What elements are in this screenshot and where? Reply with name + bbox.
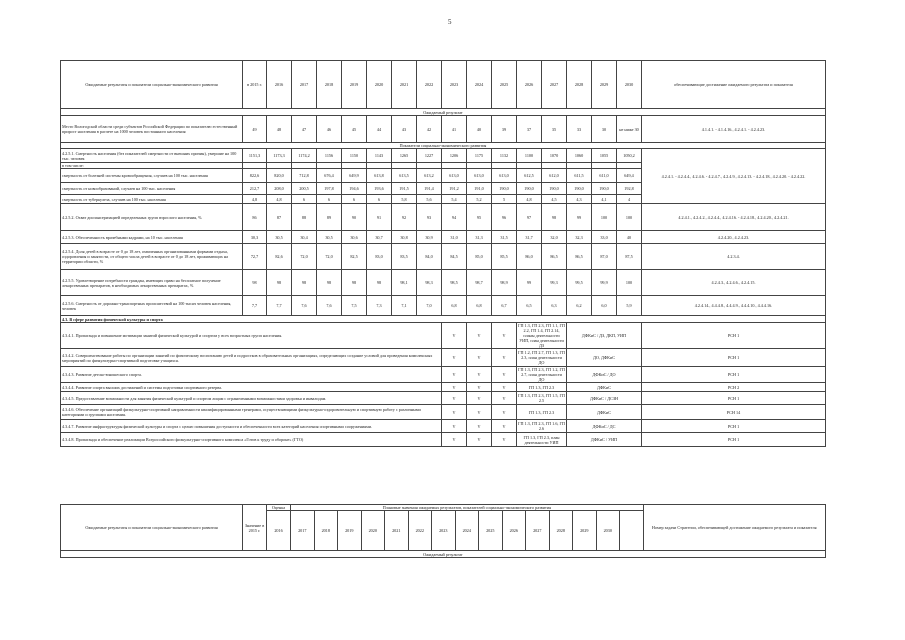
indicator-value: 99 [517,270,542,296]
strategy-table [60,60,826,447]
sport-row [61,383,826,392]
sport-mark: V [442,433,467,447]
indicator-value: 99,3 [542,270,567,296]
indicator-value: 86 [243,204,267,231]
sport-mark: V [492,383,517,392]
section-sport: 4.3. В сфере развития физической культуры и спорта [61,316,826,323]
indicator-value: 6,7 [492,296,517,316]
indicator-label: в том числе: [61,163,243,169]
indicator-label: 4.2.5.5. Удовлетворение потребности граждан, имеющих право на бесплатное получение лекарственных препаратов, в необходимых лекарственных препаратах, % [61,270,243,296]
indicator-value: 190,0 [517,183,542,195]
row-value: 44 [367,116,392,143]
indicator-row [61,204,826,231]
indicator-value: 82,6 [267,244,292,270]
indicator-value: 5,8 [392,195,417,204]
header2-year: 2030 [596,511,620,551]
indicator-value: 190,0 [542,183,567,195]
sport-program: ГП 1.3, ГП 2.3, план деятельности УИП [517,433,567,447]
header-row [61,61,826,109]
row-value: 33 [567,116,592,143]
indicator-value: 1156 [317,149,342,163]
indicator-value: 89 [317,204,342,231]
sport-goal: РСН 1 [642,420,826,433]
indicator-value: 612,0 [542,169,567,183]
indicator-value: 86,0 [517,244,542,270]
indicator-value: 30,5 [317,231,342,244]
indicator-value: 98 [317,270,342,296]
sport-mark: V [442,383,467,392]
header-expected-results: Ожидаемые результаты и показатели социально-экономического развития [61,61,243,109]
indicator-value: 191,0 [467,183,492,195]
section-row [61,316,826,323]
header-year: 2023 [442,61,467,109]
indicator-value: 72,0 [292,244,317,270]
indicator-value: 94 [442,204,467,231]
sport-label: 4.3.4.5. Предоставление возможности для занятия физической культурой и спортом лицам с ограниченными возможностями здоровья и инвалидам. [61,392,442,405]
indicator-value: 197,8 [317,183,342,195]
row-value: 39 [492,116,517,143]
header2-year: 2021 [385,511,409,551]
indicator-value: 1151,3 [243,149,267,163]
indicator-value: 30,9 [417,231,442,244]
indicator-value: 820,0 [267,169,292,183]
sport-mark: V [467,323,492,349]
indicator-value: 7,7 [267,296,292,316]
indicator-value: 7,6 [292,296,317,316]
indicator-value: 649,9 [342,169,367,183]
header2-year: 2017 [291,511,315,551]
indicator-value: 676,4 [317,169,342,183]
indicator-value: 83,5 [392,244,417,270]
sport-responsible: ДФКиС / ДСЗН [567,392,642,405]
indicator-value: 30,7 [367,231,392,244]
section-row [61,551,826,558]
indicator-value: 30,5 [267,231,292,244]
indicator-value: 190,0 [492,183,517,195]
indicator-value: 72,7 [243,244,267,270]
indicator-value: 1150 [342,149,367,163]
sport-mark: V [492,433,517,447]
indicator-row [61,244,826,270]
sport-program: ГП 1.3, ГП 2.3 [517,405,567,420]
indicator-value: 4,1 [592,195,617,204]
indicator-value: 84,5 [442,244,467,270]
sport-goal: РСН 1 [642,367,826,383]
header2-year: 2029 [573,511,597,551]
sport-row [61,392,826,405]
header2-value-label: Значение в 2015 г. [243,505,267,551]
row-value: 35 [542,116,567,143]
indicator-value: 100 [592,204,617,231]
header2-year: 2020 [361,511,385,551]
sport-row [61,323,826,349]
page-number: 5 [448,18,452,26]
indicator-value: 1206 [442,149,467,163]
indicator-value: 30,4 [292,231,317,244]
indicator-value: 5,4 [442,195,467,204]
indicator-value: 193,6 [367,183,392,195]
row-value: не ниже 30 [617,116,642,143]
header-year: 2022 [417,61,442,109]
sport-responsible: ДФКиС [567,405,642,420]
indicator-label: смертность от болезней системы кровообращения, случаев на 100 тыс. населения [61,169,243,183]
header-year: 2028 [567,61,592,109]
sport-mark: V [467,349,492,367]
header-year: 2018 [317,61,342,109]
indicator-value: 88 [292,204,317,231]
header2-estimate-label: Оценка [267,505,291,511]
indicator-value: 611,0 [592,169,617,183]
indicator-value: 1174,2 [292,149,317,163]
indicator-value: 6 [292,195,317,204]
indicator-value: 6 [367,195,392,204]
indicator-value: 98,3 [417,270,442,296]
indicator-value: 613,8 [367,169,392,183]
indicator-row [61,231,826,244]
indicator-value: 31,5 [492,231,517,244]
indicator-value: 6 [317,195,342,204]
indicator-value: 611,5 [567,169,592,183]
sport-mark: V [442,323,467,349]
indicator-value: 192,8 [617,183,642,195]
indicator-value: 4,5 [542,195,567,204]
indicator-tasks: 4.2.4.14., 4.4.4.8., 4.4.4.9., 4.4.4.10., 4.4.4.16. [642,296,826,316]
header2-year: 2028 [549,511,573,551]
row-value: 47 [292,116,317,143]
sport-program: ГП 1.3, ГП 2.3, ГП 1.5, ГП 2.5 [518,393,565,403]
sport-mark: V [467,383,492,392]
sport-mark: V [442,405,467,420]
indicator-value: 191,2 [442,183,467,195]
indicator-value: 208,0 [267,183,292,195]
indicator-value: 83,0 [367,244,392,270]
indicator-value: 4,8 [517,195,542,204]
header2-year: 2019 [338,511,362,551]
indicator-value: 7,3 [367,296,392,316]
sport-mark: V [442,420,467,433]
sport-label: 4.3.4.6. Обеспечение организаций физкультурно-спортивной направленности квалифицированными тренерами, осуществляющими физкультурно-оздоровительную и спортивную работу с различными категориями и группами населения. [61,405,442,420]
header-row [61,505,826,511]
sport-program: ГП 1.3, ГП 2.3, ГП 1.6, ГП 2.6 [518,421,565,431]
indicator-value: 98 [267,270,292,296]
indicator-label: смертность от туберкулеза, случаев на 100 тыс. населения [61,195,243,204]
indicator-tasks: 4.2.4.3., 4.2.4.6., 4.2.4.15. [642,270,826,296]
sport-mark: V [442,392,467,405]
header-year: 2019 [342,61,367,109]
header-year: 2026 [517,61,542,109]
sport-responsible: ДФКиС / ДО [567,367,642,383]
sport-mark: V [492,323,517,349]
indicator-value: 1055 [592,149,617,163]
indicator-value: 822,6 [243,169,267,183]
header2-year: 2022 [408,511,432,551]
indicator-value: 1070 [542,149,567,163]
indicator-value: 7,7 [243,296,267,316]
sport-responsible: ДФКиС [567,383,642,392]
indicator-value: 6 [342,195,367,204]
row-value: 30 [592,116,617,143]
indicator-value: 98,1 [392,270,417,296]
indicator-value: 98,7 [467,270,492,296]
section-row [61,109,826,116]
row-value: 45 [342,116,367,143]
sport-goal: РСН 1 [642,349,826,367]
sport-mark: V [442,349,467,367]
indicator-value: 6,8 [442,296,467,316]
sport-mark: V [467,420,492,433]
sport-mark: V [467,392,492,405]
indicator-value: 95 [467,204,492,231]
header-year: 2020 [367,61,392,109]
sport-row [61,367,826,383]
indicator-value: 1175 [467,149,492,163]
indicator-value: 5,2 [467,195,492,204]
header-year: 2024 [467,61,492,109]
indicator-value: 212,7 [243,183,267,195]
row-value: 48 [267,116,292,143]
indicator-value: 32,3 [567,231,592,244]
header-year: 2030 [617,61,642,109]
sport-label: 4.3.4.7. Развитие инфраструктуры физической культуры и спорта с целью повышения доступности и обеспеченности всех категорий населения спортивными сооружениями. [61,420,442,433]
indicator-tasks: 4.2.4.1. - 4.2.4.4., 4.2.4.6. - 4.2.4.7., 4.2.4.9., 4.2.4.13. - 4.2.4.18., 4.2.4.20. - 4.2.4.22. [642,149,826,204]
indicator-value: 4 [617,195,642,204]
header-year: 2017 [292,61,317,109]
indicator-value: 99,5 [567,270,592,296]
indicator-value: 712,8 [292,169,317,183]
indicator-value: 1265 [392,149,417,163]
table-row [61,116,826,143]
sport-label: 4.3.4.8. Пропаганда и обеспечение реализации Всероссийского физкультурно-спортивного комплекса «Готов к труду и обороне» (ГТО) [61,433,442,447]
sport-row [61,405,826,420]
row-value: 49 [243,116,267,143]
indicator-value: 1132 [492,149,517,163]
indicator-value: 87,0 [592,244,617,270]
indicator-value: 6,8 [467,296,492,316]
sport-mark: V [492,405,517,420]
sport-responsible: ДФКиС / УИП [567,433,642,447]
indicator-value: 613,5 [392,169,417,183]
sport-row [61,420,826,433]
header2-year: 2023 [432,511,456,551]
header2-year: 2018 [314,511,338,551]
indicator-value: 98 [243,270,267,296]
indicator-value: 1100 [517,149,542,163]
header-base-year: в 2015 г. [243,61,267,109]
indicator-value: 91 [367,204,392,231]
header2-year: 2025 [479,511,503,551]
sport-mark: V [467,405,492,420]
indicator-value: 190,0 [592,183,617,195]
indicator-value: 6,3 [542,296,567,316]
sport-goal: РСН 1 [642,323,826,349]
sport-mark: V [467,367,492,383]
sport-mark: V [492,392,517,405]
indicator-value: 7,6 [317,296,342,316]
indicator-value: 30,8 [392,231,417,244]
indicator-value: 82,5 [342,244,367,270]
indicator-value: 4,8 [267,195,292,204]
row-value: 43 [392,116,417,143]
header2-year: 2024 [455,511,479,551]
sport-responsible: ДО, ДФКиС [567,349,642,367]
footer-section: Ожидаемый результат [61,551,826,558]
indicator-value: 32,0 [542,231,567,244]
sport-goal: РСН 1 [642,392,826,405]
indicator-value: 6,0 [592,296,617,316]
indicator-value: 98 [542,204,567,231]
sport-program: ГП 1.2, ГП 2.7, ГП 1.3, ГП 2.3, план деятельности ДО [518,350,565,365]
indicator-value: 7,5 [342,296,367,316]
indicator-value: 85,0 [467,244,492,270]
indicator-row [61,149,826,163]
indicator-value: 31,7 [517,231,542,244]
sport-mark: V [492,420,517,433]
sport-mark: V [467,433,492,447]
indicator-value: 1227 [417,149,442,163]
header-goal: обеспечивающие достижение ожидаемого результата и показателя [642,61,826,109]
sport-label: 4.3.4.1. Пропаганда и повышение мотивации занятий физической культурой и спортом у всех возрастных групп населения. [61,323,442,349]
row-value: 37 [517,116,542,143]
indicator-value: 5 [492,195,517,204]
indicator-tasks: 4.2.4.20., 4.2.4.23. [642,231,826,244]
sport-goal: РСН 2 [642,383,826,392]
indicator-value: 4,3 [567,195,592,204]
indicator-value: 98 [367,270,392,296]
indicator-value: 1060 [567,149,592,163]
indicator-value: 100 [617,204,642,231]
sport-goal: РСН 1 [642,433,826,447]
sport-mark: V [492,349,517,367]
indicator-value: 99 [567,204,592,231]
indicator-row [61,296,826,316]
indicator-value: 6,5 [517,296,542,316]
header2-year: 2026 [502,511,526,551]
indicator-value: 190,0 [567,183,592,195]
indicator-value: 86,5 [567,244,592,270]
sport-responsible: ДФКиС / ДЗ, ДКП, УИП [567,323,642,349]
sport-label: 4.3.4.2. Совершенствование работы по организации занятий по физическому воспитанию детей и подростков в образовательных организациях, определяющих создание условий для проведения комплексных мероприятий по физкультурно-спортивной подготовке учащихся. [61,349,442,367]
indicator-label: 4.2.5.1. Смертность населения (без показателей смертности от внешних причин), умершие на 100 тыс. человек [61,149,243,163]
indicator-value: 98 [342,270,367,296]
indicator-value: 6,2 [567,296,592,316]
indicator-value: 85,5 [492,244,517,270]
section-expected-result: Ожидаемый результат [61,109,826,116]
row-value: 40 [467,116,492,143]
indicator-value: 72,0 [317,244,342,270]
indicator-value: 30,6 [342,231,367,244]
indicator-value: 613,0 [492,169,517,183]
section-indicators: Показатели социально-экономического развития [61,143,826,149]
indicator-value: 87 [267,204,292,231]
indicator-value: 99,9 [592,270,617,296]
header-year: 2021 [392,61,417,109]
indicator-value: 1173,3 [267,149,292,163]
indicator-value: 613,0 [442,169,467,183]
indicator-value: 100 [617,270,642,296]
sport-mark: V [492,367,517,383]
indicator-value: 194,6 [342,183,367,195]
sport-program: ГП 1.3, ГП 2.3, ГП 1.2, ГП 2.7, план деятельности ДО [518,367,565,382]
indicator-tasks: 4.2.4.1., 4.2.4.2., 4.2.4.4., 4.2.4.16. - 4.2.4.18., 4.2.4.20., 4.2.4.21. [642,204,826,231]
indicator-value: 1050,2 [617,149,642,163]
header-year: 2029 [592,61,617,109]
indicator-value: 97 [517,204,542,231]
indicator-label: 4.2.5.3. Обеспеченность врачебными кадрами, на 10 тыс. населения [61,231,243,244]
indicator-value: 87,5 [617,244,642,270]
row-value: 42 [417,116,442,143]
indicator-value: 33,0 [592,231,617,244]
indicator-value: 7,1 [392,296,417,316]
sport-mark: V [442,367,467,383]
indicator-value: 200,5 [292,183,317,195]
header2-planned-label: Плановые значения ожидаемых результатов, показателей социально-экономического развития [291,505,644,511]
indicator-value: 191,4 [417,183,442,195]
indicator-label: 4.2.5.6. Смертность от дорожно-транспортных происшествий на 100 тысяч человек населения, человек [61,296,243,316]
indicator-value: 40 [617,231,642,244]
indicator-value: 86,5 [542,244,567,270]
row-tasks: 4.1.4.1. - 4.1.4.16., 4.2.4.1. - 4.2.4.23. [642,116,826,143]
header2-goal: Номер задачи Стратегии, обеспечивающей достижение ожидаемого результата и показателя [643,505,825,551]
sport-label: 4.3.4.4. Развитие спорта высших достижений и системы подготовки спортивного резерва. [61,383,442,392]
sport-row [61,349,826,367]
header2-expected-results: Ожидаемые результаты и показатели социально-экономического развития [61,505,243,551]
header-year: 2027 [542,61,567,109]
indicator-value: 1143 [367,149,392,163]
row-value: 41 [442,116,467,143]
indicator-value: 613,2 [417,169,442,183]
sport-program: ГП 1.3, ГП 2.3, ГП 1.1, ГП 2.2, ГП 1.4, ГП 2.14, планы деятельности УИП, план деятельности ДЗ [518,323,565,348]
indicator-value: 649,4 [617,169,642,183]
indicator-label: 4.2.5.4. Доля детей в возрасте от 0 до 18 лет, охваченных организованными формами отдыха, оздоровления и занятости, от общего числа детей в возрасте от 0 до 18 лет, проживающих на территории области, % [61,244,243,270]
indicator-value: 30,3 [243,231,267,244]
row-value: 46 [317,116,342,143]
indicator-value: 5,9 [617,296,642,316]
indicator-row [61,270,826,296]
indicator-value: 92 [392,204,417,231]
header2-year: 2027 [526,511,550,551]
indicator-label: 4.2.5.2. Охват диспансеризацией определенных групп взрослого населения, % [61,204,243,231]
row-label: Место Вологодской области среди субъектов Российской Федерации по показателю естественный прирост населения в расчете на 1000 человек постоянного населения [61,116,243,143]
sport-goal: РСН 14 [642,405,826,420]
indicator-value: 4,8 [243,195,267,204]
sport-row [61,433,826,447]
indicator-tasks: 4.2.3.4. [642,244,826,270]
indicator-value: 31,3 [467,231,492,244]
strategy-table-continuation [60,504,826,558]
indicator-value: 98 [292,270,317,296]
header-year: 2016 [267,61,292,109]
indicator-value: 90 [342,204,367,231]
indicator-value: 7,0 [417,296,442,316]
header-year: 2025 [492,61,517,109]
indicator-value: 96 [492,204,517,231]
sport-responsible: ДФКиС / ДС [567,420,642,433]
indicator-value: 5,6 [417,195,442,204]
sport-program: ГП 1.3, ГП 2.3 [517,383,567,392]
indicator-value: 612,5 [517,169,542,183]
sport-label: 4.3.4.3. Развитие детско-юношеского спорта. [61,367,442,383]
header2-year: 2016 [267,511,291,551]
indicator-value: 84,0 [417,244,442,270]
indicator-value: 98,9 [492,270,517,296]
indicator-value: 93 [417,204,442,231]
indicator-value: 31,0 [442,231,467,244]
indicator-value: 191,5 [392,183,417,195]
indicator-value: 98,5 [442,270,467,296]
indicator-label: смертность от новообразований, случаев на 100 тыс. населения [61,183,243,195]
indicator-value: 613,0 [467,169,492,183]
